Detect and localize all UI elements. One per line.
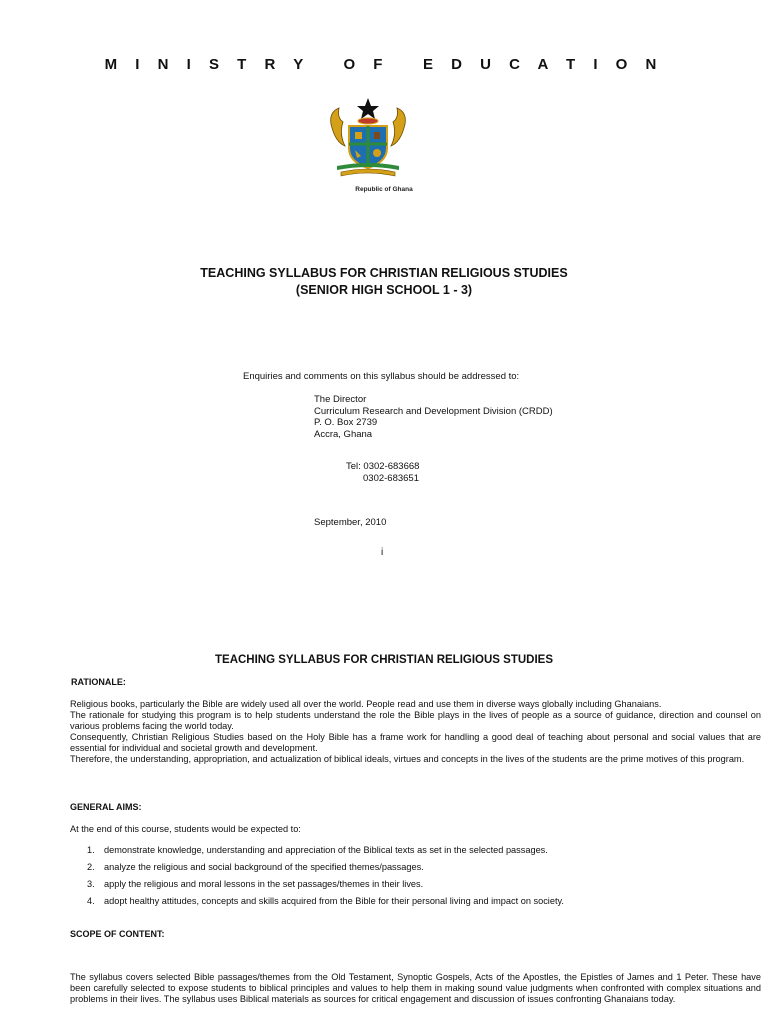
aim-number: 4. bbox=[87, 896, 95, 906]
aim-number: 3. bbox=[87, 879, 95, 889]
aim-text: apply the religious and moral lessons in the set passages/themes in their lives. bbox=[104, 879, 424, 889]
cover-title-line2: (SENIOR HIGH SCHOOL 1 - 3) bbox=[295, 283, 473, 297]
rationale-paragraph: Religious books, particularly the Bible are widely used all over the world. People read and use them in diverse ways globally including Ghanaians. bbox=[70, 699, 662, 709]
rationale-paragraph: Consequently, Christian Religious Studies based on the Holy Bible has a frame work for handling a good deal of teaching about personal and social values that are essential for individual and societal growth and development. bbox=[70, 732, 761, 753]
telephone-line2: 0302-683651 bbox=[363, 473, 419, 484]
enquiries-note: Enquiries and comments on this syllabus should be addressed to: bbox=[243, 371, 520, 382]
address-line: Curriculum Research and Development Division (CRDD) bbox=[314, 405, 553, 417]
aim-text: adopt healthy attitudes, concepts and skills acquired from the Bible for their personal living and impact on society. bbox=[104, 896, 564, 906]
aim-text: demonstrate knowledge, understanding and appreciation of the Biblical texts as set in the selected passages. bbox=[104, 845, 548, 855]
address-line: P. O. Box 2739 bbox=[314, 417, 378, 428]
rationale-heading: RATIONALE: bbox=[71, 677, 126, 687]
scope-body: The syllabus covers selected Bible passages/themes from the Old Testament, Synoptic Gospels, Acts of the Apostles, the Epistles of James and 1 Peter. These have been carefully selected to expose students to biblical principles and values to help them in making sound value judgments when confronted with complex situations and problems in their lives. The syllabus uses Biblical materials as sources for critical engagement and discussion of issues confronting Ghanaians today. bbox=[70, 972, 761, 1004]
aim-number: 1. bbox=[87, 845, 95, 855]
aim-number: 2. bbox=[87, 862, 95, 872]
page-number: i bbox=[381, 547, 384, 558]
aims-intro: At the end of this course, students would be expected to: bbox=[70, 824, 301, 834]
address-line: The Director bbox=[314, 394, 367, 405]
rationale-paragraph: The rationale for studying this program is to help students understand the role the Bible plays in the lives of people as a source of guidance, direction and counsel on various problems facing the world today. bbox=[70, 710, 761, 731]
cover-title-line1: TEACHING SYLLABUS FOR CHRISTIAN RELIGIOUS STUDIES bbox=[200, 266, 568, 280]
syllabus-title: TEACHING SYLLABUS FOR CHRISTIAN RELIGIOUS STUDIES bbox=[215, 654, 553, 666]
aim-text: analyze the religious and social background of the specified themes/passages. bbox=[104, 862, 424, 872]
telephone-line1: Tel: 0302-683668 bbox=[346, 461, 420, 472]
republic-caption: Republic of Ghana bbox=[355, 186, 413, 193]
ministry-heading: M I N I S T R Y O F E D U C A T I O N bbox=[104, 56, 664, 73]
address-line: Accra, Ghana bbox=[314, 428, 373, 440]
rationale-paragraph: Therefore, the understanding, appropriation, and actualization of biblical ideals, virtues and concepts in the lives of the students are the prime motives of this program. bbox=[70, 754, 745, 764]
ghana-coat-of-arms-icon bbox=[327, 94, 409, 178]
scope-heading: SCOPE OF CONTENT: bbox=[70, 929, 165, 939]
address-block bbox=[314, 394, 553, 440]
rationale-body bbox=[70, 699, 761, 765]
publication-date: September, 2010 bbox=[314, 517, 387, 528]
aims-heading: GENERAL AIMS: bbox=[70, 802, 142, 812]
